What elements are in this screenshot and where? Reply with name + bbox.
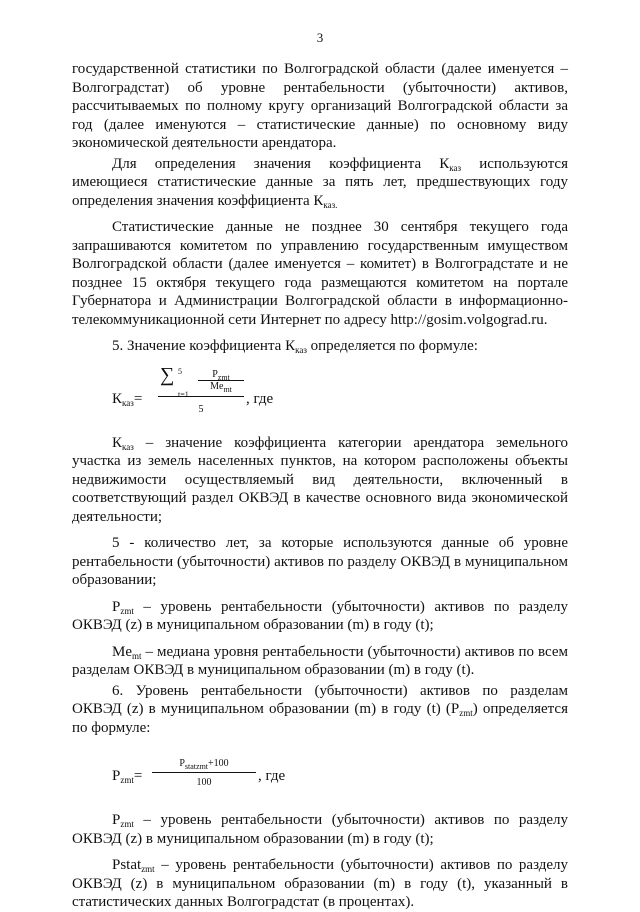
formula-pzmt [112, 757, 568, 793]
definition-pstat: Pstat$_{zmt}$ – уровень рентабельности (убыточности) активов по разделу ОКВЭД (z) в муниципальном образовании (m) в году (t), указанный в статистических данных Волгоградстат (в процентах). [72, 857, 568, 910]
paragraph-formula-intro: 5. Значение коэффициента $К_{каз}$ определяется по формуле: [112, 338, 478, 355]
formula-pzmt-fraction [152, 757, 256, 789]
definition-pzmt-2: $P_{zmt}$ – уровень рентабельности (убыточности) активов по разделу ОКВЭД (z) в муниципальном образовании (m) в году (t); [72, 812, 568, 847]
formula-kkaz-lhs: $К_{каз}=$ [112, 390, 143, 408]
outer-denominator: 5 [198, 403, 204, 415]
definition-kkaz: $К_{каз}$ – значение коэффициента категории арендатора земельного участка из земель населенных пунктов, на котором расположены объекты недвижимости осуществляемый вид деятельности, включенный в соответствующий раздел ОКВЭД в качестве основного вида экономической деятельности; [72, 434, 568, 525]
page-number: 3 [316, 30, 324, 45]
sum-symbol: ∑ [160, 363, 175, 386]
definition-memt: $Me_{mt}$ – медиана уровня рентабельности (убыточности) активов по всем разделам ОКВЭД в муниципальном образовании (m) в году (t). [72, 643, 568, 678]
formula-pzmt-tail: , где [258, 768, 286, 784]
sum-lower-limit: t=1 [178, 389, 189, 399]
formula-kkaz-tail: , где [246, 390, 274, 407]
paragraph-pzmt-formula-intro: 6. Уровень рентабельности (убыточности) активов по разделам ОКВЭД (z) в муниципальном образовании (m) в году (t) $(P_{zmt})$ определяется по формуле: [72, 682, 568, 736]
definition-pzmt: $P_{zmt}$ – уровень рентабельности (убыточности) активов по разделу ОКВЭД (z) в муниципальном образовании (m) в году (t); [72, 598, 568, 633]
inner-fraction: $P_{zmt}$ $Me_{mt}$ [198, 369, 244, 392]
formula-kkaz [112, 363, 568, 426]
paragraph-data-request: Статистические данные не позднее 30 сентября текущего года запрашиваются комитетом по управлению государственным имуществом Волгоградской области (далее именуется – комитет) в Волгоградстате и не позднее 15 октября текущего года размещаются комитетом на портале Губернатора и Администрации Волгоградской области в информационно-телекоммуникационной сети Интернет по адресу http://gosim.volgograd.ru. [72, 219, 568, 328]
formula-pzmt-denominator: 100 [152, 772, 256, 789]
document-body [72, 60, 568, 912]
definition-years: 5 - количество лет, за которые используются данные об уровне рентабельности (убыточности) активов по разделу ОКВЭД в муниципальном образовании; [72, 535, 568, 588]
formula-pzmt-lhs: $P_{zmt}=$ [112, 768, 143, 785]
paragraph-kkaz-data: Для определения значения коэффициента $К_{каз}$ используются имеющиеся статистические данные за пять лет, предшествующих году определения значения коэффициента $К_{каз.}$ [72, 155, 568, 210]
formula-kkaz-fraction [158, 363, 244, 420]
paragraph-statistics-source: государственной статистики по Волгоградской области (далее именуется – Волгоградстат) об уровне рентабельности (убыточности) активов, рассчитываемых по полному кругу организаций Волгоградской области за год (далее именуются – статистические данные) по основному виду экономической деятельности арендатора. [72, 61, 568, 151]
formula-pzmt-numerator: $P_{statzmt}+100$ [179, 758, 229, 771]
sum-upper-limit: 5 [178, 366, 182, 376]
